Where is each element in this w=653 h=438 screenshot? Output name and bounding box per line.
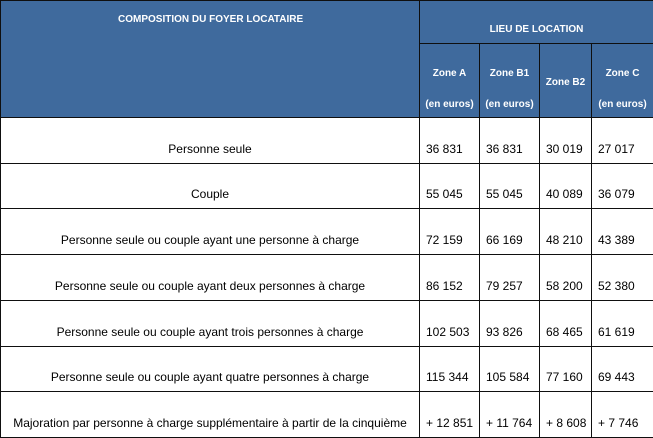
zone-unit: (en euros)	[598, 99, 647, 110]
value-zone-b2: 77 160	[540, 347, 592, 392]
value-zone-a: 36 831	[420, 118, 480, 164]
value-zone-b2: + 8 608	[540, 392, 592, 438]
value-zone-b1: 36 831	[480, 118, 540, 164]
value-zone-b1: 66 169	[480, 209, 540, 255]
zone-c-header	[592, 44, 653, 118]
row-label: Personne seule	[1, 118, 420, 164]
value-zone-c: 43 389	[592, 209, 653, 255]
lieu-header: LIEU DE LOCATION	[420, 1, 653, 44]
value-zone-b1: 55 045	[480, 164, 540, 209]
table-row	[1, 118, 653, 164]
zone-name: Zone B2	[545, 77, 586, 88]
table-row	[1, 392, 653, 438]
composition-header: COMPOSITION DU FOYER LOCATAIRE	[1, 1, 420, 118]
table-row	[1, 347, 653, 392]
row-label: Couple	[1, 164, 420, 209]
value-zone-c: 69 443	[592, 347, 653, 392]
value-zone-b2: 58 200	[540, 255, 592, 301]
table-row	[1, 209, 653, 255]
row-label: Personne seule ou couple ayant une personne à charge	[1, 209, 420, 255]
value-zone-b1: 93 826	[480, 301, 540, 347]
value-zone-a: 115 344	[420, 347, 480, 392]
value-zone-a: 55 045	[420, 164, 480, 209]
zone-b1-header	[480, 44, 540, 118]
value-zone-c: 36 079	[592, 164, 653, 209]
zone-unit: (en euros)	[425, 99, 474, 110]
zone-b2-header	[540, 44, 592, 118]
row-label: Personne seule ou couple ayant trois personnes à charge	[1, 301, 420, 347]
row-label: Majoration par personne à charge supplémentaire à partir de la cinquième	[1, 392, 420, 438]
value-zone-a: + 12 851	[420, 392, 480, 438]
value-zone-b1: 105 584	[480, 347, 540, 392]
zone-name: Zone C	[605, 68, 640, 79]
value-zone-b2: 40 089	[540, 164, 592, 209]
table-row	[1, 164, 653, 209]
value-zone-a: 102 503	[420, 301, 480, 347]
table-row	[1, 301, 653, 347]
zone-a-header	[420, 44, 480, 118]
header-row-top	[1, 1, 653, 44]
value-zone-a: 86 152	[420, 255, 480, 301]
table-row	[1, 255, 653, 301]
value-zone-c: 61 619	[592, 301, 653, 347]
value-zone-b1: 79 257	[480, 255, 540, 301]
zone-name: Zone A	[432, 68, 467, 79]
value-zone-b2: 68 465	[540, 301, 592, 347]
row-label: Personne seule ou couple ayant quatre personnes à charge	[1, 347, 420, 392]
value-zone-c: + 7 746	[592, 392, 653, 438]
row-label: Personne seule ou couple ayant deux personnes à charge	[1, 255, 420, 301]
value-zone-c: 27 017	[592, 118, 653, 164]
value-zone-b1: + 11 764	[480, 392, 540, 438]
zone-unit: (en euros)	[485, 99, 534, 110]
zone-name: Zone B1	[489, 68, 530, 79]
value-zone-b2: 48 210	[540, 209, 592, 255]
value-zone-a: 72 159	[420, 209, 480, 255]
value-zone-b2: 30 019	[540, 118, 592, 164]
value-zone-c: 52 380	[592, 255, 653, 301]
